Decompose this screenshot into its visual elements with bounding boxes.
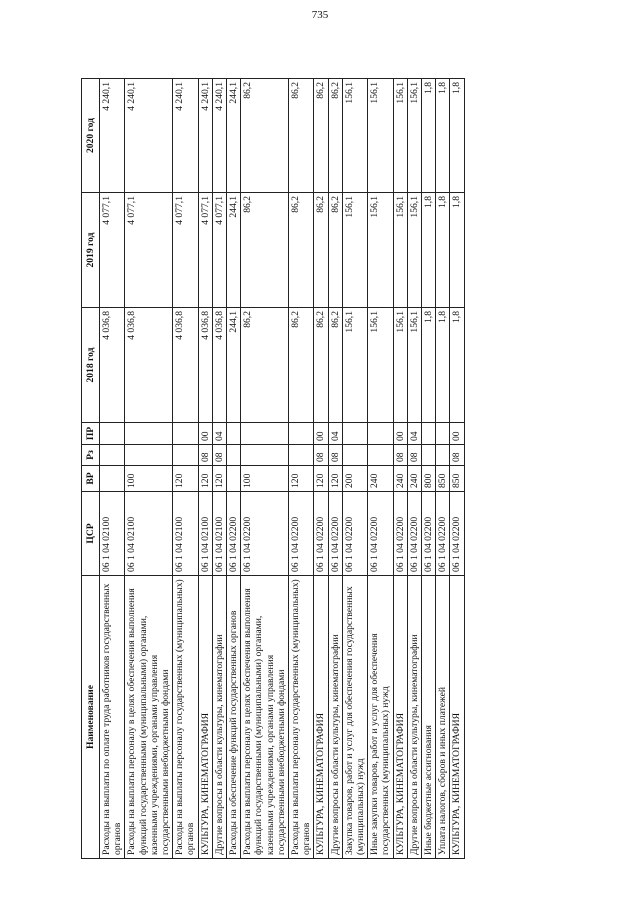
cell-2019: 1,8 bbox=[436, 193, 450, 308]
cell-rz: 08 bbox=[393, 445, 407, 466]
cell-vr: 120 bbox=[212, 466, 226, 492]
cell-2019: 4 077,1 bbox=[100, 193, 125, 308]
page-number: 735 bbox=[311, 9, 329, 21]
cell-rz bbox=[368, 445, 393, 466]
cell-vr: 800 bbox=[422, 466, 436, 492]
cell-vr: 240 bbox=[393, 466, 407, 492]
table-row bbox=[212, 79, 226, 859]
cell-2018: 4 036,8 bbox=[100, 308, 125, 423]
table-row bbox=[450, 79, 464, 859]
cell-vr bbox=[100, 466, 125, 492]
cell-2018: 86,2 bbox=[314, 308, 328, 423]
table-row bbox=[368, 79, 393, 859]
cell-vr: 240 bbox=[368, 466, 393, 492]
cell-csr: 06 1 04 02100 bbox=[125, 492, 173, 576]
cell-2019: 244,1 bbox=[227, 193, 241, 308]
cell-pr bbox=[100, 423, 125, 445]
cell-2019: 1,8 bbox=[450, 193, 464, 308]
cell-vr: 240 bbox=[407, 466, 421, 492]
cell-pr: 04 bbox=[212, 423, 226, 445]
cell-rz bbox=[342, 445, 367, 466]
cell-pr bbox=[241, 423, 289, 445]
cell-2018: 4 036,8 bbox=[198, 308, 212, 423]
cell-name: Расходы на выплаты по оплате труда работников государственных органов bbox=[100, 576, 125, 859]
cell-2019: 86,2 bbox=[289, 193, 314, 308]
cell-csr: 06 1 04 02200 bbox=[393, 492, 407, 576]
cell-2020: 156,1 bbox=[342, 79, 367, 193]
cell-rz bbox=[289, 445, 314, 466]
cell-2018: 4 036,8 bbox=[212, 308, 226, 423]
cell-vr: 120 bbox=[314, 466, 328, 492]
rotated-table-container bbox=[81, 79, 568, 859]
cell-pr bbox=[422, 423, 436, 445]
table-row bbox=[227, 79, 241, 859]
cell-2020: 4 240,1 bbox=[100, 79, 125, 193]
cell-2018: 244,1 bbox=[227, 308, 241, 423]
cell-2019: 4 077,1 bbox=[125, 193, 173, 308]
cell-name: Другие вопросы в области культуры, кинематографии bbox=[407, 576, 421, 859]
cell-2018: 86,2 bbox=[241, 308, 289, 423]
cell-csr: 06 1 04 02100 bbox=[100, 492, 125, 576]
column-header-pr: ПР bbox=[82, 423, 100, 445]
column-header-rz: Рз bbox=[82, 445, 100, 466]
cell-rz bbox=[125, 445, 173, 466]
cell-rz: 08 bbox=[407, 445, 421, 466]
cell-vr: 100 bbox=[125, 466, 173, 492]
cell-name: КУЛЬТУРА, КИНЕМАТОГРАФИЯ bbox=[393, 576, 407, 859]
cell-2019: 4 077,1 bbox=[198, 193, 212, 308]
cell-2018: 1,8 bbox=[436, 308, 450, 423]
cell-rz bbox=[436, 445, 450, 466]
cell-vr: 100 bbox=[241, 466, 289, 492]
cell-2018: 156,1 bbox=[407, 308, 421, 423]
cell-csr: 06 1 04 02200 bbox=[227, 492, 241, 576]
cell-pr: 00 bbox=[450, 423, 464, 445]
table-row bbox=[422, 79, 436, 859]
column-header-2020: 2020 год bbox=[82, 79, 100, 193]
cell-rz: 08 bbox=[212, 445, 226, 466]
cell-csr: 06 1 04 02200 bbox=[241, 492, 289, 576]
cell-pr bbox=[173, 423, 198, 445]
cell-vr: 120 bbox=[173, 466, 198, 492]
table-row bbox=[125, 79, 173, 859]
cell-name: Иные бюджетные ассигнования bbox=[422, 576, 436, 859]
cell-2019: 86,2 bbox=[241, 193, 289, 308]
table-row bbox=[198, 79, 212, 859]
cell-csr: 06 1 04 02200 bbox=[289, 492, 314, 576]
cell-2020: 86,2 bbox=[241, 79, 289, 193]
cell-2019: 4 077,1 bbox=[173, 193, 198, 308]
cell-csr: 06 1 04 02100 bbox=[212, 492, 226, 576]
cell-csr: 06 1 04 02200 bbox=[422, 492, 436, 576]
cell-vr: 850 bbox=[436, 466, 450, 492]
cell-csr: 06 1 04 02200 bbox=[368, 492, 393, 576]
cell-pr bbox=[227, 423, 241, 445]
table-row bbox=[328, 79, 342, 859]
cell-2018: 156,1 bbox=[342, 308, 367, 423]
cell-name: Иные закупки товаров, работ и услуг для обеспечения государственных (муниципальных) нужд bbox=[368, 576, 393, 859]
table-row bbox=[289, 79, 314, 859]
cell-2018: 86,2 bbox=[328, 308, 342, 423]
cell-pr: 00 bbox=[393, 423, 407, 445]
cell-pr bbox=[368, 423, 393, 445]
cell-vr: 850 bbox=[450, 466, 464, 492]
cell-pr: 00 bbox=[198, 423, 212, 445]
cell-2020: 4 240,1 bbox=[173, 79, 198, 193]
table-row bbox=[436, 79, 450, 859]
cell-2018: 4 036,8 bbox=[173, 308, 198, 423]
table-row bbox=[314, 79, 328, 859]
cell-pr: 04 bbox=[328, 423, 342, 445]
cell-2019: 156,1 bbox=[407, 193, 421, 308]
cell-2020: 156,1 bbox=[393, 79, 407, 193]
column-header-2018: 2018 год bbox=[82, 308, 100, 423]
cell-2018: 156,1 bbox=[393, 308, 407, 423]
cell-csr: 06 1 04 02200 bbox=[328, 492, 342, 576]
table-row bbox=[241, 79, 289, 859]
column-header-2019: 2019 год bbox=[82, 193, 100, 308]
cell-2020: 1,8 bbox=[422, 79, 436, 193]
cell-csr: 06 1 04 02200 bbox=[450, 492, 464, 576]
table-header-row bbox=[82, 79, 100, 859]
cell-2018: 1,8 bbox=[450, 308, 464, 423]
cell-2020: 86,2 bbox=[328, 79, 342, 193]
cell-rz bbox=[173, 445, 198, 466]
cell-2020: 1,8 bbox=[450, 79, 464, 193]
cell-2019: 156,1 bbox=[393, 193, 407, 308]
cell-rz: 08 bbox=[314, 445, 328, 466]
cell-name: Расходы на выплаты персоналу государственных (муниципальных) органов bbox=[173, 576, 198, 859]
cell-rz bbox=[422, 445, 436, 466]
cell-vr: 120 bbox=[289, 466, 314, 492]
cell-2020: 4 240,1 bbox=[212, 79, 226, 193]
cell-2019: 156,1 bbox=[368, 193, 393, 308]
cell-rz: 08 bbox=[198, 445, 212, 466]
cell-name: Расходы на выплаты персоналу в целях обеспечения выполнения функций государственными (муниципальными) органами, казенными учреждениями, органами управления государственными внебюджетными фондами bbox=[241, 576, 289, 859]
cell-2019: 4 077,1 bbox=[212, 193, 226, 308]
cell-vr: 120 bbox=[328, 466, 342, 492]
table-row bbox=[342, 79, 367, 859]
cell-rz bbox=[100, 445, 125, 466]
cell-pr bbox=[125, 423, 173, 445]
cell-rz bbox=[241, 445, 289, 466]
cell-name: Расходы на выплаты персоналу государственных (муниципальных) органов bbox=[289, 576, 314, 859]
cell-csr: 06 1 04 02200 bbox=[407, 492, 421, 576]
cell-rz: 08 bbox=[450, 445, 464, 466]
cell-2020: 244,1 bbox=[227, 79, 241, 193]
cell-name: Расходы на выплаты персоналу в целях обеспечения выполнения функций государственными (муниципальными) органами, казенными учреждениями, органами управления государственными внебюджетными фондами bbox=[125, 576, 173, 859]
column-header-name: Наименование bbox=[82, 576, 100, 859]
cell-rz bbox=[227, 445, 241, 466]
cell-2019: 156,1 bbox=[342, 193, 367, 308]
table-row bbox=[407, 79, 421, 859]
cell-name: КУЛЬТУРА, КИНЕМАТОГРАФИЯ bbox=[450, 576, 464, 859]
cell-2019: 86,2 bbox=[328, 193, 342, 308]
cell-pr: 04 bbox=[407, 423, 421, 445]
table-row bbox=[100, 79, 125, 859]
column-header-vr: ВР bbox=[82, 466, 100, 492]
cell-csr: 06 1 04 02200 bbox=[342, 492, 367, 576]
cell-csr: 06 1 04 02200 bbox=[314, 492, 328, 576]
cell-name: КУЛЬТУРА, КИНЕМАТОГРАФИЯ bbox=[314, 576, 328, 859]
cell-2020: 1,8 bbox=[436, 79, 450, 193]
cell-pr bbox=[342, 423, 367, 445]
budget-table bbox=[81, 78, 465, 859]
cell-csr: 06 1 04 02100 bbox=[198, 492, 212, 576]
cell-rz: 08 bbox=[328, 445, 342, 466]
cell-2020: 86,2 bbox=[289, 79, 314, 193]
cell-name: Закупка товаров, работ и услуг для обеспечения государственных (муниципальных) нужд bbox=[342, 576, 367, 859]
cell-name: Другие вопросы в области культуры, кинематографии bbox=[328, 576, 342, 859]
cell-2019: 1,8 bbox=[422, 193, 436, 308]
cell-vr: 120 bbox=[198, 466, 212, 492]
cell-name: КУЛЬТУРА, КИНЕМАТОГРАФИЯ bbox=[198, 576, 212, 859]
cell-2020: 4 240,1 bbox=[198, 79, 212, 193]
cell-2020: 156,1 bbox=[407, 79, 421, 193]
cell-2018: 156,1 bbox=[368, 308, 393, 423]
cell-pr: 00 bbox=[314, 423, 328, 445]
table-body bbox=[100, 79, 465, 859]
cell-csr: 06 1 04 02200 bbox=[436, 492, 450, 576]
cell-name: Расходы на обеспечение функций государственных органов bbox=[227, 576, 241, 859]
cell-pr bbox=[289, 423, 314, 445]
cell-2018: 86,2 bbox=[289, 308, 314, 423]
column-header-csr: ЦСР bbox=[82, 492, 100, 576]
cell-vr: 200 bbox=[342, 466, 367, 492]
cell-name: Уплата налогов, сборов и иных платежей bbox=[436, 576, 450, 859]
cell-2019: 86,2 bbox=[314, 193, 328, 308]
table-row bbox=[393, 79, 407, 859]
cell-2020: 86,2 bbox=[314, 79, 328, 193]
cell-2018: 1,8 bbox=[422, 308, 436, 423]
cell-csr: 06 1 04 02100 bbox=[173, 492, 198, 576]
cell-2020: 156,1 bbox=[368, 79, 393, 193]
table-row bbox=[173, 79, 198, 859]
cell-vr bbox=[227, 466, 241, 492]
cell-2020: 4 240,1 bbox=[125, 79, 173, 193]
cell-pr bbox=[436, 423, 450, 445]
cell-name: Другие вопросы в области культуры, кинематографии bbox=[212, 576, 226, 859]
cell-2018: 4 036,8 bbox=[125, 308, 173, 423]
